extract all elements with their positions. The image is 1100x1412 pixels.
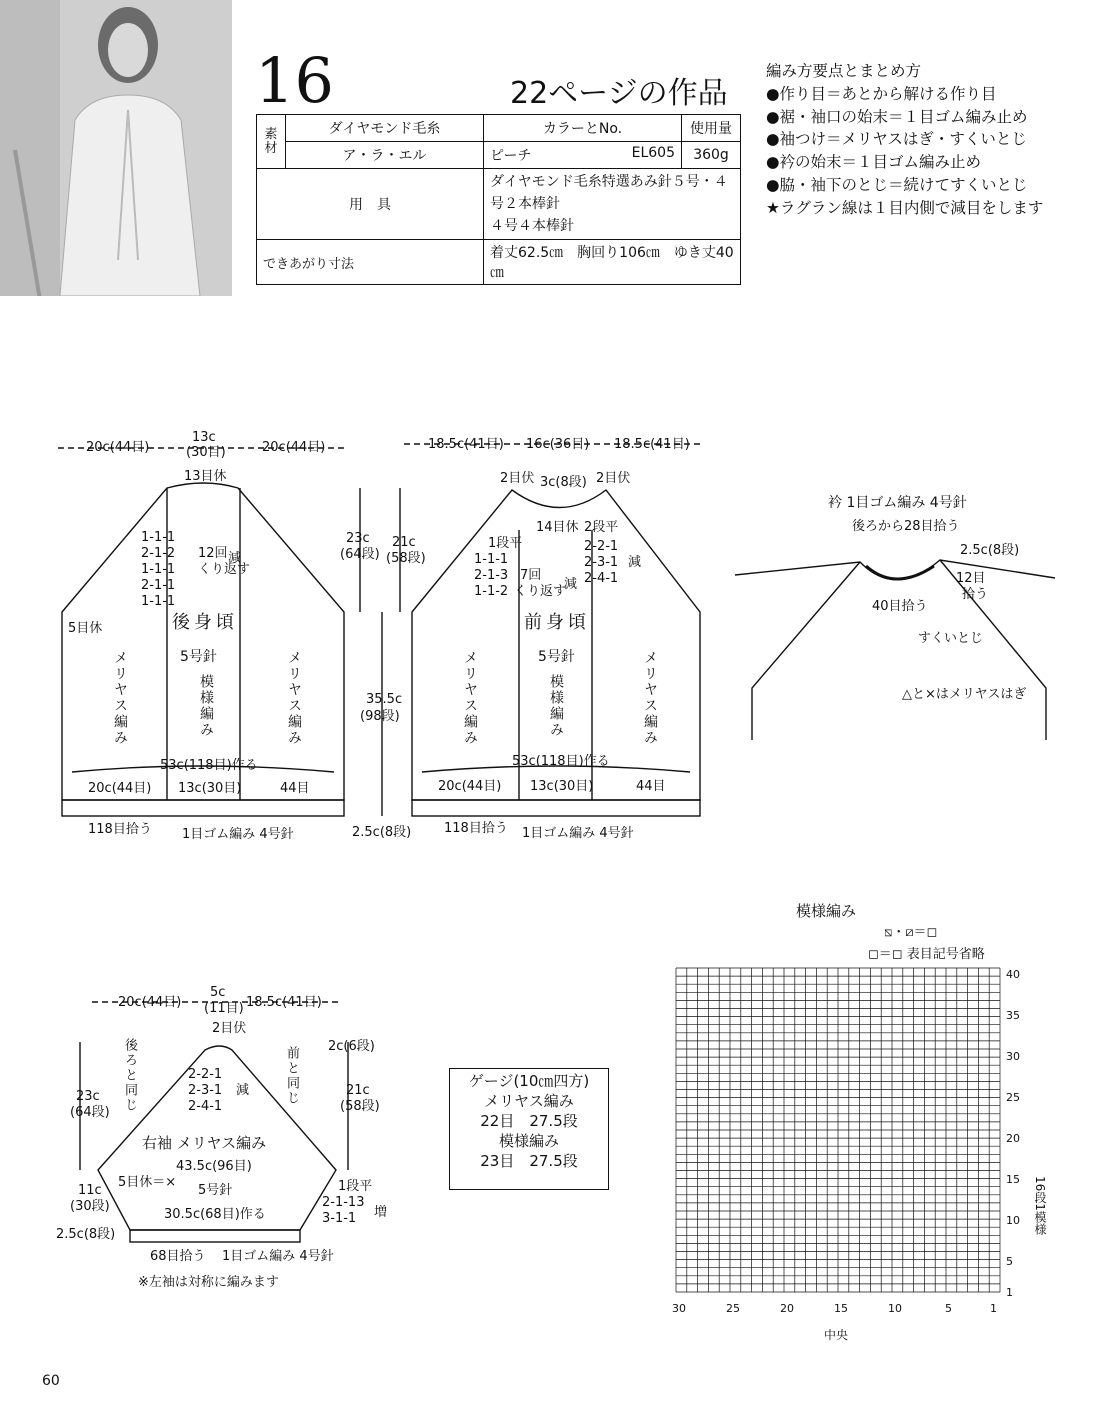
gauge-line: 模様編み	[498, 1132, 559, 1150]
yarn-name: ア・ラ・エル	[286, 142, 484, 169]
back-dec-row: 2-1-1	[141, 578, 176, 593]
back-needle: 5号針	[180, 649, 217, 665]
back-pickup: 118目拾う	[88, 822, 152, 837]
sleeve-top-left: 20c(44目)	[118, 995, 182, 1010]
dim-23: 23c	[346, 531, 370, 546]
front-pickup: 118目拾う	[444, 821, 508, 836]
front-top-right: 18.5c(41目)	[614, 437, 690, 452]
front-rest: 14目休	[536, 520, 579, 535]
dim-21b: (58段)	[386, 551, 426, 566]
chart-legend2: ◻＝◻ 表目記号省略	[868, 947, 985, 962]
sleeve-h21: 21c	[346, 1083, 370, 1098]
tools-label: 用 具	[257, 169, 484, 240]
dim-355: 35.5c	[366, 692, 403, 707]
chart-title: 模様編み	[796, 902, 857, 920]
back-dec-row: 1-1-1	[141, 594, 176, 609]
front-pattern: 模様編み	[548, 674, 564, 738]
sleeve-note: ※左袖は対称に編みます	[138, 1275, 279, 1290]
front-right-stitch: メリヤス編み	[642, 650, 658, 746]
collar-graft: △と×はメリヤスはぎ	[902, 687, 1027, 702]
color-name: ピーチ	[490, 148, 532, 164]
back-top-right: 20c(44目)	[262, 440, 326, 455]
gauge-box	[449, 1068, 609, 1190]
chart-row-label: 10	[1006, 1214, 1020, 1227]
back-side-rest: 5目休	[68, 621, 103, 636]
sleeve-width: 43.5c(96目)	[176, 1159, 252, 1174]
front-bottom-left: 20c(44目)	[438, 779, 502, 794]
collar-pick12: 12目	[956, 571, 986, 586]
back-top-mid2: (30目)	[186, 445, 226, 460]
front-title: 前身頃	[524, 612, 590, 633]
sleeve-inc-row: 2-1-13	[322, 1195, 365, 1210]
sleeve-rib: 1目ゴム編み 4号針	[222, 1249, 334, 1264]
front-dec: 減	[564, 577, 578, 592]
front-left-row: 2-1-3	[474, 568, 509, 583]
sleeve-row: 2-2-1	[188, 1067, 223, 1082]
chart-row-label: 20	[1006, 1132, 1020, 1145]
chart-row-label: 15	[1006, 1173, 1020, 1186]
back-rest: 13目休	[184, 469, 227, 484]
chart-row-label: 25	[1006, 1091, 1020, 1104]
back-left-stitch: メリヤス編み	[112, 650, 128, 746]
front-right-row: 2-2-1	[584, 539, 619, 554]
chart-col-label: 5	[945, 1302, 952, 1315]
pattern-chart-grid	[676, 968, 1000, 1292]
front-right-row: 2-4-1	[584, 571, 619, 586]
sleeve-h25: 2.5c(8段)	[56, 1227, 116, 1242]
chart-col-label: 20	[780, 1302, 794, 1315]
dim-23b: (64段)	[340, 547, 380, 562]
front-repeat: 7回	[520, 568, 542, 583]
collar-pick12b: 拾う	[962, 587, 989, 602]
back-dec: 減	[228, 551, 242, 566]
front-left-stitch: メリヤス編み	[462, 650, 478, 746]
front-bind-left: 2目伏	[500, 471, 535, 486]
front-dec2: 減	[628, 555, 642, 570]
dim-25: 2.5c(8段)	[352, 825, 412, 840]
tools-line1: ダイヤモンド毛糸特選あみ針５号・４号２本棒針	[490, 174, 728, 212]
sleeve-bind: 2目伏	[212, 1021, 247, 1036]
chart-row-label: 35	[1006, 1009, 1020, 1022]
sleeve-title: 右袖 メリヤス編み	[142, 1134, 267, 1152]
instruction-item: ●衿の始末＝１目ゴム編み止め	[766, 153, 982, 172]
chart-row-label: 1	[1006, 1286, 1013, 1299]
chart-center: 中央	[824, 1328, 849, 1342]
collar-outline	[735, 560, 1055, 740]
back-repeat2: くり返す	[198, 562, 251, 577]
back-rib: 1目ゴム編み 4号針	[182, 827, 294, 842]
front-rib: 1目ゴム編み 4号針	[522, 826, 634, 841]
instruction-item: ●袖つけ＝メリヤスはぎ・すくいとじ	[766, 130, 1027, 149]
chart-col-label: 25	[726, 1302, 740, 1315]
back-top-mid: 13c	[192, 430, 216, 445]
sleeve-top-right: 18.5c(41目)	[246, 995, 322, 1010]
sleeve-row: 2-3-1	[188, 1083, 223, 1098]
amount-header: 使用量	[682, 115, 741, 142]
chart-col-label: 10	[888, 1302, 902, 1315]
chart-row-label: 5	[1006, 1255, 1013, 1268]
chart-col-label: 15	[834, 1302, 848, 1315]
sleeve-h11: 11c	[78, 1183, 102, 1198]
amount-value: 360g	[682, 142, 741, 169]
sleeve-pickup: 68目拾う	[150, 1249, 206, 1264]
chart-row-label: 30	[1006, 1050, 1020, 1063]
back-dec-row: 1-1-1	[141, 530, 176, 545]
sleeve-same-back: 後ろと同じ	[122, 1038, 137, 1113]
front-top-left: 18.5c(41目)	[428, 437, 504, 452]
chart-repeat-label: 16段1模様	[1033, 1176, 1047, 1235]
pattern-number: 16	[255, 44, 334, 117]
instruction-item: ●作り目＝あとから解ける作り目	[766, 84, 997, 103]
front-bottom-mid: 13c(30目)	[530, 779, 594, 794]
gauge-title: ゲージ(10㎝四方)	[468, 1072, 590, 1090]
color-header: カラーとNo.	[484, 115, 682, 142]
sleeve-flat: 1段平	[338, 1179, 373, 1194]
collar-depth: 2.5c(8段)	[960, 543, 1020, 558]
sleeve-cast-on: 30.5c(68目)作る	[164, 1207, 266, 1222]
gauge-line: メリヤス編み	[484, 1092, 574, 1110]
front-top-mid: 16c(36目)	[526, 437, 590, 452]
instruction-item: ★ラグラン線は１目内側で減目をします	[766, 198, 1044, 217]
chart-row-label: 40	[1006, 968, 1020, 981]
front-repeat2: くり返す	[514, 584, 567, 599]
page-number: 60	[42, 1373, 60, 1389]
color-code: EL605	[631, 145, 675, 161]
back-bottom-mid: 13c(30目)	[178, 781, 242, 796]
front-flat1: 1段平	[488, 536, 523, 551]
sleeve-h2: 2c(6段)	[328, 1039, 375, 1054]
front-flat2: 2段平	[584, 520, 619, 535]
back-repeat: 12回	[198, 546, 228, 561]
size-value: 着丈62.5㎝ 胸回り106㎝ ゆき丈40㎝	[484, 240, 741, 285]
back-right-stitch: メリヤス編み	[286, 650, 302, 746]
collar-sub: 後ろから28目拾う	[852, 519, 960, 534]
sleeve-needle: 5号針	[198, 1183, 233, 1198]
front-bottom-right: 44目	[636, 779, 666, 794]
back-dec-row: 1-1-1	[141, 562, 176, 577]
front-right-row: 2-3-1	[584, 555, 619, 570]
front-needle: 5号針	[538, 649, 575, 665]
sleeve-dec: 減	[236, 1083, 250, 1098]
sleeve-rest: 5目休＝×	[118, 1175, 177, 1190]
sleeve-h23: 23c	[76, 1089, 100, 1104]
instruction-item: ●裾・袖口の始末＝１目ゴム編み止め	[766, 107, 1028, 126]
sleeve-top-mid: 5c	[210, 985, 226, 1000]
sleeve-row: 2-4-1	[188, 1099, 223, 1114]
material-label: 素材	[257, 115, 286, 169]
chart-col-label: 30	[672, 1302, 686, 1315]
dim-355b: (98段)	[360, 709, 400, 724]
size-label: できあがり寸法	[257, 240, 484, 285]
tools-line2: ４号４本棒針	[490, 218, 574, 234]
sleeve-h23b: (64段)	[70, 1105, 110, 1120]
back-pattern: 模様編み	[198, 674, 214, 738]
back-title: 後身頃	[172, 612, 238, 633]
front-bind-right: 2目伏	[596, 471, 631, 486]
gauge-line: 23目 27.5段	[480, 1152, 578, 1170]
collar-seam: すくいとじ	[918, 631, 984, 646]
back-cast-on: 53c(118目)作る	[160, 758, 258, 773]
sleeve-top-mid2: (11目)	[204, 1001, 244, 1016]
back-top-left: 20c(44目)	[86, 440, 150, 455]
back-bottom-left: 20c(44目)	[88, 781, 152, 796]
instruction-item: ●脇・袖下のとじ＝続けてすくいとじ	[766, 175, 1028, 194]
collar-title: 衿 1目ゴム編み 4号針	[828, 495, 967, 511]
sleeve-h21b: (58段)	[340, 1099, 380, 1114]
sleeve-h11b: (30段)	[70, 1199, 110, 1214]
front-left-row: 1-1-2	[474, 584, 509, 599]
front-left-row: 1-1-1	[474, 552, 509, 567]
sleeve-same-front: 前と同じ	[284, 1046, 299, 1106]
page-reference: 22ページの作品	[510, 76, 728, 111]
sleeve-inc: 増	[374, 1205, 388, 1220]
chart-legend1: ⧅・⧄＝◻	[884, 925, 938, 940]
sleeve-inc-row: 3-1-1	[322, 1211, 357, 1226]
back-dec-row: 2-1-2	[141, 546, 176, 561]
front-neck: 3c(8段)	[540, 475, 587, 490]
dim-21: 21c	[392, 535, 416, 550]
back-bottom-right: 44目	[280, 781, 310, 796]
gauge-line: 22目 27.5段	[480, 1112, 578, 1130]
yarn-header: ダイヤモンド毛糸	[286, 115, 484, 142]
instructions-title: 編み方要点とまとめ方	[766, 62, 922, 80]
front-cast-on: 53c(118目)作る	[512, 754, 610, 769]
chart-col-label: 1	[990, 1302, 997, 1315]
collar-pick40: 40目拾う	[872, 599, 928, 614]
